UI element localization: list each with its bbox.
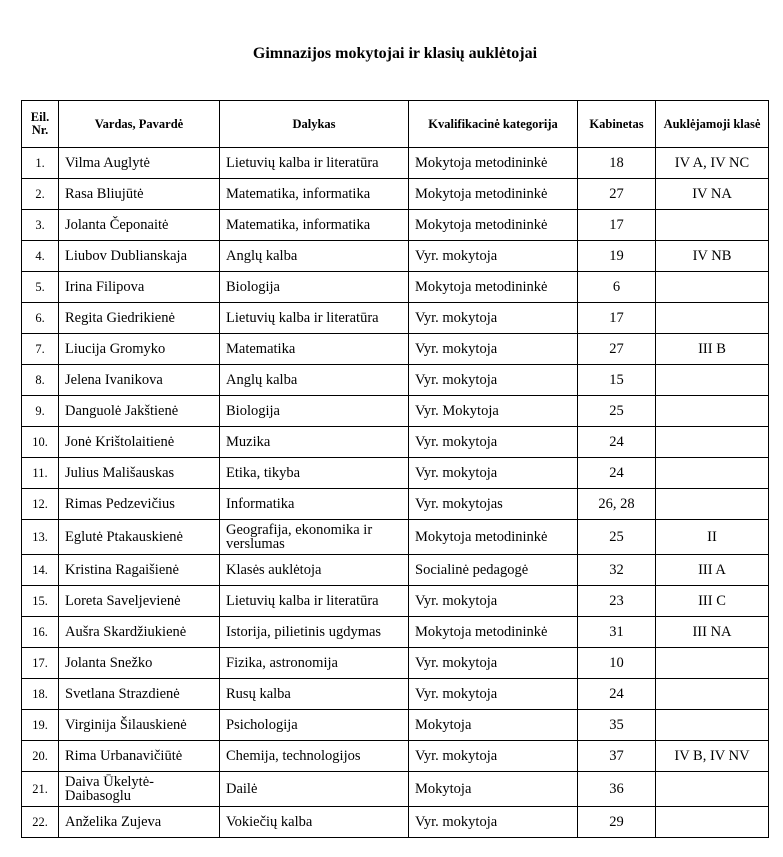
homeroom-class: IV A, IV NC	[656, 148, 769, 179]
row-number: 15.	[22, 586, 59, 617]
qualification-category: Vyr. mokytoja	[409, 586, 578, 617]
room-number: 10	[578, 648, 656, 679]
row-number: 20.	[22, 741, 59, 772]
subject: Lietuvių kalba ir literatūra	[220, 303, 409, 334]
row-number: 5.	[22, 272, 59, 303]
teacher-name: Irina Filipova	[59, 272, 220, 303]
homeroom-class	[656, 679, 769, 710]
qualification-category: Vyr. Mokytoja	[409, 396, 578, 427]
homeroom-class	[656, 272, 769, 303]
row-number: 12.	[22, 489, 59, 520]
table-row	[22, 210, 769, 241]
homeroom-class	[656, 427, 769, 458]
subject: Psichologija	[220, 710, 409, 741]
document-title: Gimnazijos mokytojai ir klasių auklėtojai	[252, 45, 538, 62]
homeroom-class: III NA	[656, 617, 769, 648]
table-row	[22, 303, 769, 334]
room-number: 17	[578, 210, 656, 241]
homeroom-class: IV B, IV NV	[656, 741, 769, 772]
table-row	[22, 427, 769, 458]
teacher-name: Regita Giedrikienė	[59, 303, 220, 334]
qualification-category: Vyr. mokytoja	[409, 458, 578, 489]
table-row	[22, 458, 769, 489]
room-number: 25	[578, 396, 656, 427]
column-header: Auklėjamoji klasė	[656, 101, 769, 148]
homeroom-class	[656, 772, 769, 807]
homeroom-class	[656, 303, 769, 334]
room-number: 32	[578, 555, 656, 586]
subject: Matematika	[220, 334, 409, 365]
homeroom-class: III C	[656, 586, 769, 617]
qualification-category: Mokytoja metodininkė	[409, 179, 578, 210]
room-number: 36	[578, 772, 656, 807]
homeroom-class: III B	[656, 334, 769, 365]
table-row	[22, 679, 769, 710]
subject: Rusų kalba	[220, 679, 409, 710]
row-number: 9.	[22, 396, 59, 427]
table-row	[22, 586, 769, 617]
table-row	[22, 148, 769, 179]
row-number: 18.	[22, 679, 59, 710]
teacher-name: Svetlana Strazdienė	[59, 679, 220, 710]
room-number: 24	[578, 679, 656, 710]
qualification-category: Vyr. mokytoja	[409, 334, 578, 365]
teacher-name: Julius Mališauskas	[59, 458, 220, 489]
teacher-name: Rima Urbanavičiūtė	[59, 741, 220, 772]
qualification-category: Mokytoja	[409, 772, 578, 807]
room-number: 27	[578, 179, 656, 210]
room-number: 19	[578, 241, 656, 272]
row-number: 17.	[22, 648, 59, 679]
table-row	[22, 396, 769, 427]
table-row	[22, 272, 769, 303]
qualification-category: Vyr. mokytoja	[409, 365, 578, 396]
row-number: 8.	[22, 365, 59, 396]
qualification-category: Vyr. mokytoja	[409, 303, 578, 334]
table-row	[22, 179, 769, 210]
homeroom-class	[656, 807, 769, 838]
table-row	[22, 520, 769, 555]
qualification-category: Mokytoja metodininkė	[409, 148, 578, 179]
teacher-name: Aušra Skardžiukienė	[59, 617, 220, 648]
qualification-category: Vyr. mokytoja	[409, 679, 578, 710]
table-row	[22, 772, 769, 807]
qualification-category: Mokytoja metodininkė	[409, 617, 578, 648]
room-number: 18	[578, 148, 656, 179]
row-number: 13.	[22, 520, 59, 555]
teachers-table	[21, 100, 769, 838]
qualification-category: Vyr. mokytoja	[409, 241, 578, 272]
homeroom-class	[656, 396, 769, 427]
teacher-name: Liubov Dublianskaja	[59, 241, 220, 272]
qualification-category: Vyr. mokytoja	[409, 807, 578, 838]
table-header-row	[22, 101, 769, 148]
teacher-name: Jolanta Čeponaitė	[59, 210, 220, 241]
qualification-category: Mokytoja	[409, 710, 578, 741]
column-header: Eil. Nr.	[22, 101, 59, 148]
homeroom-class: II	[656, 520, 769, 555]
row-number: 22.	[22, 807, 59, 838]
row-number: 16.	[22, 617, 59, 648]
qualification-category: Vyr. mokytoja	[409, 427, 578, 458]
homeroom-class: IV NB	[656, 241, 769, 272]
subject: Klasės auklėtoja	[220, 555, 409, 586]
table-row	[22, 710, 769, 741]
room-number: 29	[578, 807, 656, 838]
teacher-name: Jonė Krištolaitienė	[59, 427, 220, 458]
qualification-category: Mokytoja metodininkė	[409, 520, 578, 555]
row-number: 7.	[22, 334, 59, 365]
room-number: 17	[578, 303, 656, 334]
room-number: 27	[578, 334, 656, 365]
teacher-name: Virginija Šilauskienė	[59, 710, 220, 741]
room-number: 26, 28	[578, 489, 656, 520]
row-number: 11.	[22, 458, 59, 489]
row-number: 6.	[22, 303, 59, 334]
subject: Etika, tikyba	[220, 458, 409, 489]
table-row	[22, 365, 769, 396]
homeroom-class	[656, 458, 769, 489]
column-header: Vardas, Pavardė	[59, 101, 220, 148]
table-body	[22, 148, 769, 838]
row-number: 21.	[22, 772, 59, 807]
homeroom-class	[656, 648, 769, 679]
table-row	[22, 241, 769, 272]
room-number: 24	[578, 458, 656, 489]
subject: Muzika	[220, 427, 409, 458]
subject: Vokiečių kalba	[220, 807, 409, 838]
subject: Lietuvių kalba ir literatūra	[220, 148, 409, 179]
room-number: 23	[578, 586, 656, 617]
qualification-category: Mokytoja metodininkė	[409, 210, 578, 241]
teacher-name: Danguolė Jakštienė	[59, 396, 220, 427]
teacher-name: Liucija Gromyko	[59, 334, 220, 365]
row-number: 14.	[22, 555, 59, 586]
qualification-category: Vyr. mokytoja	[409, 648, 578, 679]
column-header: Kvalifikacinė kategorija	[409, 101, 578, 148]
room-number: 37	[578, 741, 656, 772]
subject: Fizika, astronomija	[220, 648, 409, 679]
teacher-name: Daiva Ūkelytė-Daibasoglu	[59, 772, 220, 807]
teacher-name: Jolanta Snežko	[59, 648, 220, 679]
table-row	[22, 489, 769, 520]
teacher-name: Rasa Bliujūtė	[59, 179, 220, 210]
qualification-category: Socialinė pedagogė	[409, 555, 578, 586]
homeroom-class: IV NA	[656, 179, 769, 210]
table-row	[22, 741, 769, 772]
teacher-name: Eglutė Ptakauskienė	[59, 520, 220, 555]
room-number: 24	[578, 427, 656, 458]
column-header: Dalykas	[220, 101, 409, 148]
row-number: 2.	[22, 179, 59, 210]
room-number: 15	[578, 365, 656, 396]
teacher-name: Vilma Auglytė	[59, 148, 220, 179]
table-row	[22, 555, 769, 586]
subject: Biologija	[220, 272, 409, 303]
table-row	[22, 334, 769, 365]
subject: Anglų kalba	[220, 365, 409, 396]
homeroom-class	[656, 489, 769, 520]
subject: Istorija, pilietinis ugdymas	[220, 617, 409, 648]
qualification-category: Vyr. mokytoja	[409, 741, 578, 772]
row-number: 1.	[22, 148, 59, 179]
homeroom-class	[656, 710, 769, 741]
room-number: 25	[578, 520, 656, 555]
teacher-name: Rimas Pedzevičius	[59, 489, 220, 520]
subject: Biologija	[220, 396, 409, 427]
row-number: 3.	[22, 210, 59, 241]
qualification-category: Mokytoja metodininkė	[409, 272, 578, 303]
room-number: 35	[578, 710, 656, 741]
row-number: 10.	[22, 427, 59, 458]
teacher-name: Anželika Zujeva	[59, 807, 220, 838]
row-number: 19.	[22, 710, 59, 741]
qualification-category: Vyr. mokytojas	[409, 489, 578, 520]
table-row	[22, 617, 769, 648]
teacher-name: Kristina Ragaišienė	[59, 555, 220, 586]
subject: Geografija, ekonomika ir verslumas	[220, 520, 409, 555]
teacher-name: Jelena Ivanikova	[59, 365, 220, 396]
subject: Anglų kalba	[220, 241, 409, 272]
subject: Lietuvių kalba ir literatūra	[220, 586, 409, 617]
homeroom-class: III A	[656, 555, 769, 586]
room-number: 6	[578, 272, 656, 303]
column-header: Kabinetas	[578, 101, 656, 148]
table-row	[22, 648, 769, 679]
row-number: 4.	[22, 241, 59, 272]
subject: Informatika	[220, 489, 409, 520]
teacher-name: Loreta Saveljevienė	[59, 586, 220, 617]
room-number: 31	[578, 617, 656, 648]
homeroom-class	[656, 210, 769, 241]
subject: Dailė	[220, 772, 409, 807]
homeroom-class	[656, 365, 769, 396]
subject: Matematika, informatika	[220, 210, 409, 241]
subject: Matematika, informatika	[220, 179, 409, 210]
table-row	[22, 807, 769, 838]
subject: Chemija, technologijos	[220, 741, 409, 772]
